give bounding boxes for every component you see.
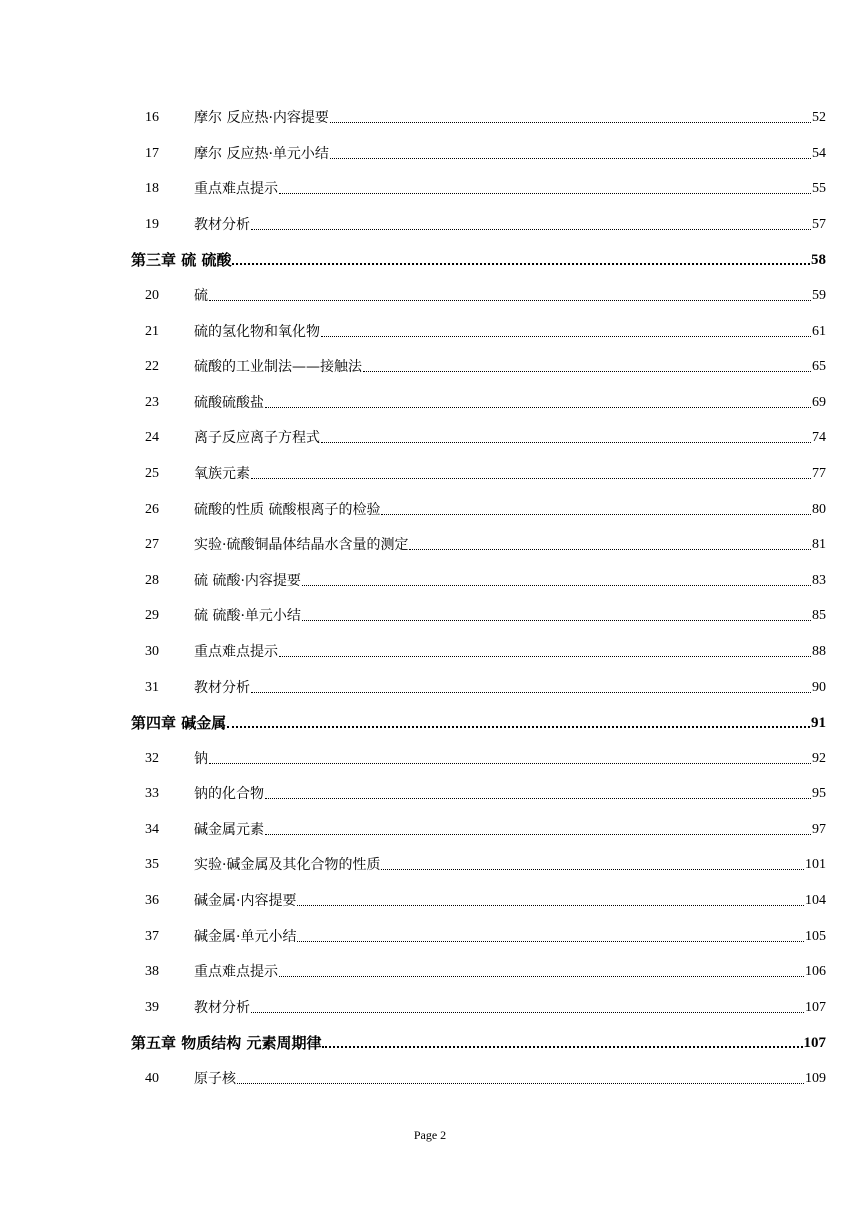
dot-leader: [330, 122, 811, 123]
toc-line: [194, 856, 826, 874]
toc-entry[interactable]: [0, 670, 860, 706]
toc-entry-title: 原子核: [194, 1071, 236, 1088]
toc-entry[interactable]: [0, 812, 860, 848]
toc-page-number: 65: [812, 359, 826, 375]
toc-page-number: 83: [812, 572, 826, 588]
toc-entry-title: 钠: [194, 750, 208, 767]
dot-leader: [251, 692, 811, 693]
dot-leader: [265, 834, 811, 835]
toc-entry-title: 重点难点提示: [194, 181, 278, 198]
toc-entry-number: 22: [145, 359, 159, 375]
toc-entry-number: 23: [145, 394, 159, 410]
toc-entry[interactable]: [0, 527, 860, 563]
dot-leader: [409, 549, 811, 550]
toc-entry-title: 摩尔 反应热·内容提要: [194, 110, 329, 126]
dot-leader: [227, 726, 810, 728]
dot-leader: [297, 905, 804, 906]
toc-entry-number: 16: [145, 110, 159, 125]
toc-line: [194, 287, 826, 305]
toc-entry-number: 25: [145, 465, 159, 481]
toc-entry-title: 硫酸硫酸盐: [194, 394, 264, 411]
toc-entry-number: 26: [145, 501, 159, 517]
toc-line: [194, 963, 826, 981]
dot-leader: [279, 976, 804, 977]
chapter-title: 第五章 物质结构 元素周期律: [131, 1034, 322, 1053]
toc-line: [194, 785, 826, 803]
toc-chapter-heading[interactable]: [0, 242, 860, 278]
toc-page-number: 88: [812, 643, 826, 659]
toc-entry[interactable]: [0, 171, 860, 207]
toc-entry-number: 39: [145, 999, 159, 1015]
toc-entry-number: 30: [145, 643, 159, 659]
dot-leader: [209, 300, 811, 301]
toc-entry-title: 硫酸的工业制法——接触法: [194, 359, 362, 376]
toc-entry-number: 36: [145, 893, 159, 909]
dot-leader: [209, 763, 811, 764]
toc-line: [131, 714, 826, 732]
toc-page-number: 91: [811, 715, 826, 732]
toc-line: [194, 536, 826, 554]
toc-line: [131, 1034, 826, 1052]
dot-leader: [232, 263, 810, 265]
toc-entry-title: 碱金属元素: [194, 821, 264, 838]
dot-leader: [279, 656, 811, 657]
toc-entry-title: 离子反应离子方程式: [194, 430, 320, 447]
toc-entry-title: 碱金属·单元小结: [194, 928, 297, 945]
toc-line: [194, 892, 826, 910]
toc-line: [194, 180, 826, 198]
toc-entry-number: 35: [145, 857, 159, 873]
toc-entry-number: 29: [145, 608, 159, 624]
toc-entry[interactable]: [0, 278, 860, 314]
toc-line: [194, 145, 826, 163]
dot-leader: [251, 1012, 804, 1013]
toc-entry[interactable]: [0, 1061, 860, 1097]
toc-entry[interactable]: [0, 883, 860, 919]
toc-entry-number: 33: [145, 786, 159, 802]
toc-entry[interactable]: [0, 207, 860, 243]
toc-line: [194, 1070, 826, 1088]
toc-page-number: 61: [812, 323, 826, 339]
toc-entry-title: 硫: [194, 287, 208, 304]
toc-line: [194, 607, 826, 625]
dot-leader: [330, 158, 811, 159]
toc-entry-number: 18: [145, 181, 159, 197]
dot-leader: [302, 620, 811, 621]
dot-leader: [381, 869, 804, 870]
dot-leader: [381, 514, 811, 515]
toc-line: [194, 216, 826, 234]
toc-entry-title: 实验·硫酸铜晶体结晶水含量的测定: [194, 537, 409, 554]
toc-entry[interactable]: [0, 776, 860, 812]
toc-entry-title: 重点难点提示: [194, 964, 278, 981]
toc-line: [194, 465, 826, 483]
toc-line: [194, 821, 826, 839]
toc-entry-title: 氧族元素: [194, 465, 250, 482]
dot-leader: [279, 193, 811, 194]
toc-page-number: 109: [805, 1071, 826, 1087]
toc-page-number: 57: [812, 216, 826, 232]
toc-entry-number: 19: [145, 216, 159, 232]
toc-entry[interactable]: [0, 349, 860, 385]
toc-entry-number: 28: [145, 572, 159, 588]
toc-entry-title: 摩尔 反应热·单元小结: [194, 145, 329, 162]
toc-line: [194, 928, 826, 946]
table-of-contents: [0, 100, 860, 1097]
toc-entry-number: 27: [145, 537, 159, 553]
chapter-title: 第三章 硫 硫酸: [131, 251, 232, 270]
toc-entry[interactable]: [0, 598, 860, 634]
toc-entry-title: 教材分析: [194, 999, 250, 1016]
toc-page-number: 54: [812, 145, 826, 161]
chapter-title: 第四章 碱金属: [131, 714, 227, 733]
toc-entry-number: 31: [145, 679, 159, 695]
toc-entry-number: 32: [145, 750, 159, 766]
toc-entry-number: 21: [145, 323, 159, 339]
dot-leader: [302, 585, 811, 586]
toc-page-number: 104: [805, 893, 826, 909]
dot-leader: [322, 1046, 802, 1048]
toc-page-number: 97: [812, 821, 826, 837]
dot-leader: [251, 229, 811, 230]
toc-line: [194, 323, 826, 341]
toc-entry[interactable]: [0, 919, 860, 955]
dot-leader: [321, 336, 811, 337]
toc-entry[interactable]: [0, 136, 860, 172]
toc-entry[interactable]: [0, 990, 860, 1026]
toc-entry-title: 硫酸的性质 硫酸根离子的检验: [194, 501, 381, 518]
toc-entry-number: 40: [145, 1071, 159, 1087]
toc-page-number: 105: [805, 928, 826, 944]
toc-entry-title: 重点难点提示: [194, 643, 278, 660]
toc-page-number: 92: [812, 750, 826, 766]
toc-entry-title: 实验·碱金属及其化合物的性质: [194, 857, 381, 874]
toc-line: [194, 429, 826, 447]
toc-chapter-heading[interactable]: [0, 705, 860, 741]
toc-page-number: 107: [803, 1035, 826, 1052]
dot-leader: [297, 941, 804, 942]
toc-page-number: 69: [812, 394, 826, 410]
toc-page-number: 81: [812, 537, 826, 553]
toc-entry-title: 硫的氢化物和氧化物: [194, 323, 320, 340]
toc-line: [194, 394, 826, 412]
toc-line: [194, 679, 826, 697]
toc-entry-title: 碱金属·内容提要: [194, 893, 297, 910]
toc-page-number: 95: [812, 786, 826, 802]
toc-entry-title: 硫 硫酸·内容提要: [194, 572, 301, 589]
toc-chapter-heading[interactable]: [0, 1025, 860, 1061]
toc-entry[interactable]: [0, 385, 860, 421]
toc-entry-number: 38: [145, 964, 159, 980]
toc-entry-number: 37: [145, 928, 159, 944]
toc-page-number: 90: [812, 679, 826, 695]
toc-page-number: 58: [811, 252, 826, 269]
dot-leader: [251, 478, 811, 479]
toc-entry[interactable]: [0, 847, 860, 883]
toc-line: [194, 572, 826, 590]
toc-entry-number: 24: [145, 430, 159, 446]
toc-page-number: 101: [805, 857, 826, 873]
dot-leader: [237, 1083, 804, 1084]
toc-page-number: 52: [812, 110, 826, 125]
dot-leader: [363, 371, 811, 372]
toc-entry-title: 教材分析: [194, 216, 250, 233]
toc-page-number: 106: [805, 964, 826, 980]
toc-entry[interactable]: [0, 456, 860, 492]
toc-entry[interactable]: [0, 563, 860, 599]
toc-entry-number: 34: [145, 821, 159, 837]
page-number-label: Page 2: [413, 1128, 447, 1142]
toc-entry-number: 17: [145, 145, 159, 161]
toc-line: [194, 999, 826, 1017]
toc-page-number: 55: [812, 181, 826, 197]
toc-page-number: 80: [812, 501, 826, 517]
dot-leader: [265, 798, 811, 799]
toc-entry-number: 20: [145, 287, 159, 303]
toc-entry[interactable]: [0, 420, 860, 456]
toc-page-number: 74: [812, 430, 826, 446]
toc-page-number: 77: [812, 465, 826, 481]
toc-line: [194, 750, 826, 768]
toc-entry[interactable]: [0, 741, 860, 777]
toc-page-number: 59: [812, 287, 826, 303]
toc-entry[interactable]: [0, 100, 860, 136]
toc-entry-title: 钠的化合物: [194, 786, 264, 803]
page-footer: [0, 1128, 860, 1143]
dot-leader: [265, 407, 811, 408]
toc-entry-title: 教材分析: [194, 679, 250, 696]
toc-entry[interactable]: [0, 634, 860, 670]
toc-line: [194, 501, 826, 519]
toc-line: [131, 251, 826, 269]
toc-line: [194, 643, 826, 661]
toc-page-number: 85: [812, 608, 826, 624]
toc-line: [194, 358, 826, 376]
toc-line: [194, 109, 826, 127]
toc-page-number: 107: [805, 999, 826, 1015]
toc-entry[interactable]: [0, 314, 860, 350]
dot-leader: [321, 442, 811, 443]
toc-entry[interactable]: [0, 492, 860, 528]
toc-entry-title: 硫 硫酸·单元小结: [194, 608, 301, 625]
toc-entry[interactable]: [0, 954, 860, 990]
